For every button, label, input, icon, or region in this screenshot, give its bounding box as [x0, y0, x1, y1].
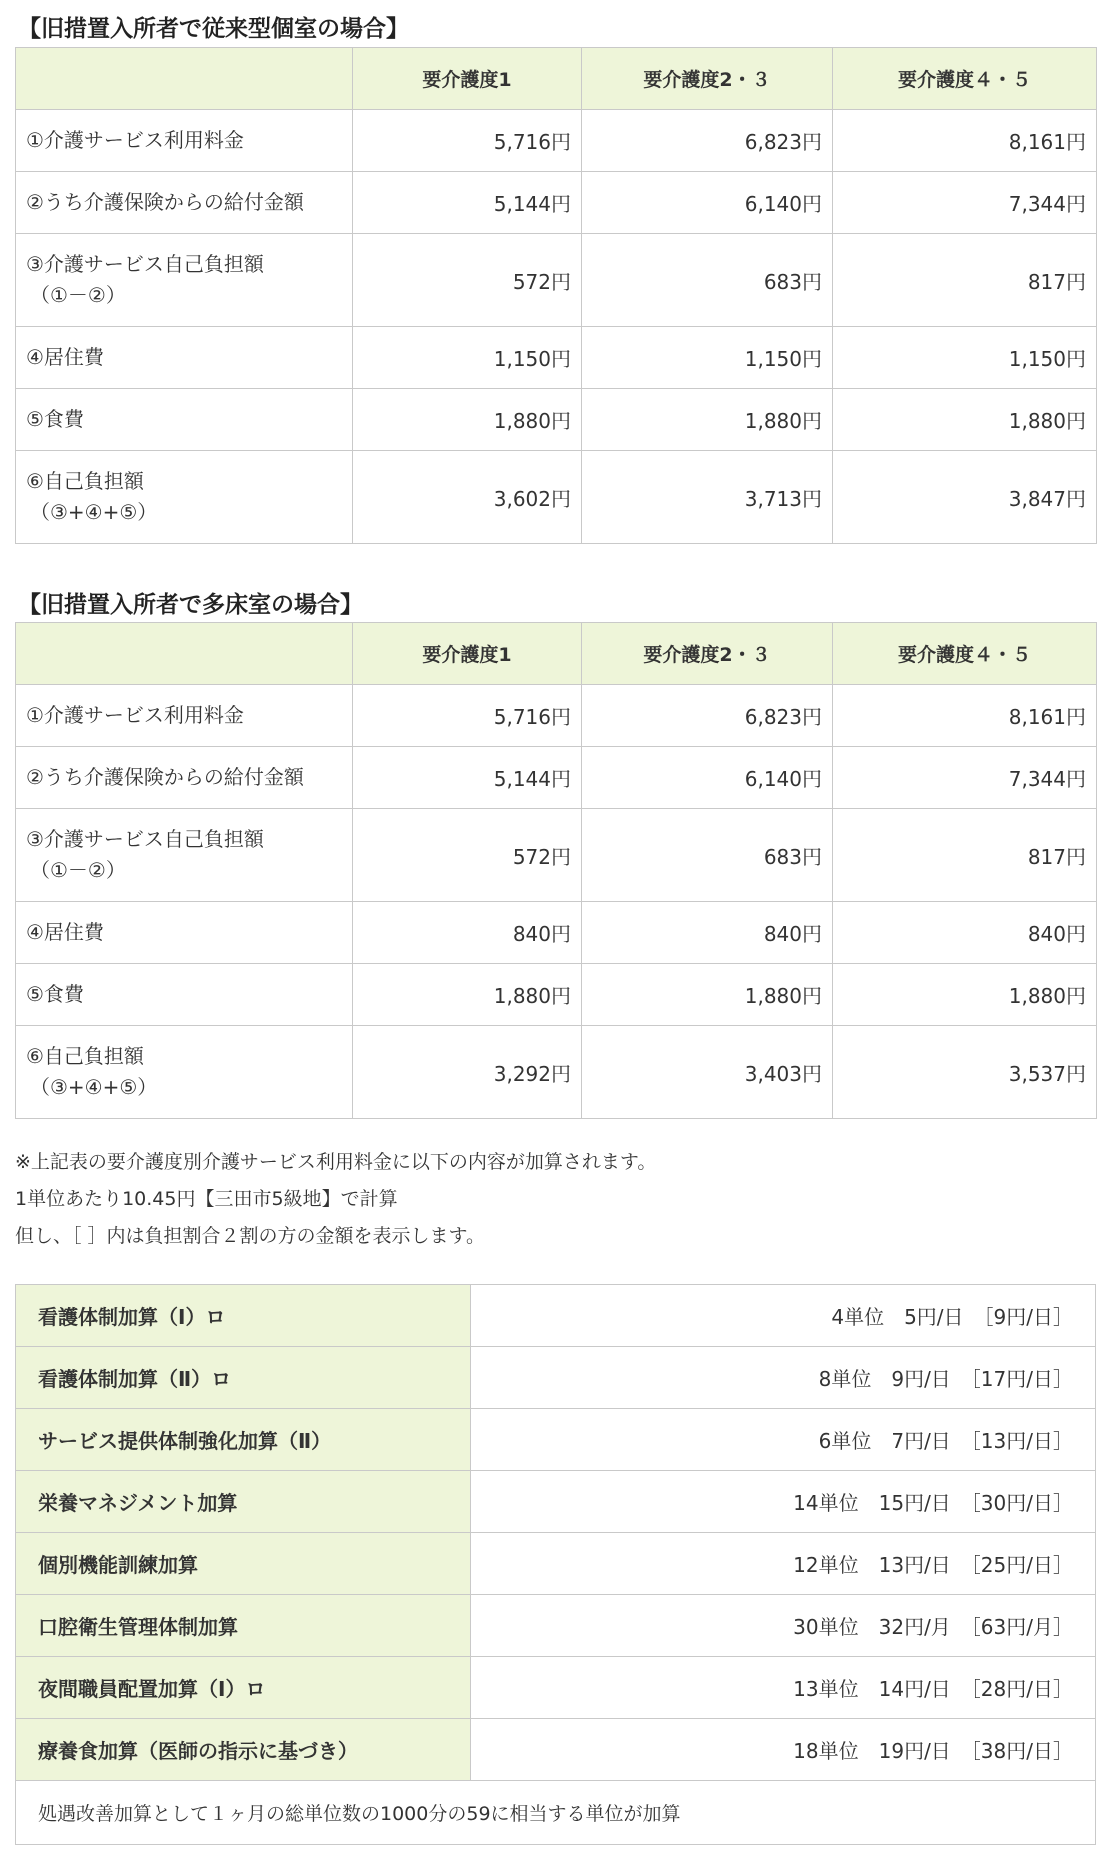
value-cell: 5,716円 — [353, 110, 582, 172]
row-label — [16, 172, 353, 234]
table-row — [16, 1595, 1096, 1657]
section-title-private-room: 【旧措置入所者で従来型個室の場合】 — [18, 16, 409, 42]
row-label-formula: （③+④+⑤） — [30, 1075, 158, 1099]
note-line: ※上記表の要介護度別介護サービス利用料金に以下の内容が加算されます。 — [15, 1151, 657, 1173]
addon-value: 12単位 13円/日 ［25円/日］ — [471, 1533, 1096, 1595]
value-cell: 3,292円 — [353, 1026, 582, 1119]
addon-name: 看護体制加算（Ⅱ）ロ — [16, 1347, 471, 1409]
section-title-shared-room: 【旧措置入所者で多床室の場合】 — [18, 592, 363, 618]
row-label — [16, 110, 353, 172]
table-row — [16, 747, 1097, 809]
addon-footer-note: 処遇改善加算として１ヶ月の総単位数の1000分の59に相当する単位が加算 — [16, 1781, 1096, 1845]
table-row — [16, 809, 1097, 902]
value-cell: 1,880円 — [353, 389, 582, 451]
header-cell: 要介護度４・５ — [833, 623, 1097, 685]
table-row — [16, 1533, 1096, 1595]
table-row — [16, 110, 1097, 172]
addon-value: 13単位 14円/日 ［28円/日］ — [471, 1657, 1096, 1719]
value-cell: 3,713円 — [582, 451, 833, 544]
addon-name: 栄養マネジメント加算 — [16, 1471, 471, 1533]
value-cell: 683円 — [582, 234, 833, 327]
value-cell: 1,880円 — [353, 964, 582, 1026]
row-label-text: ①介護サービス利用料金 — [26, 703, 244, 727]
value-cell: 1,150円 — [833, 327, 1097, 389]
table-row — [16, 1347, 1096, 1409]
header-cell — [16, 48, 353, 110]
addon-name: 口腔衛生管理体制加算 — [16, 1595, 471, 1657]
value-cell: 1,880円 — [582, 389, 833, 451]
row-label — [16, 747, 353, 809]
table-row — [16, 1719, 1096, 1781]
addon-name: 看護体制加算（Ⅰ）ロ — [16, 1285, 471, 1347]
row-label-text: ④居住費 — [26, 920, 104, 944]
header-cell — [16, 623, 353, 685]
addon-value: 14単位 15円/日 ［30円/日］ — [471, 1471, 1096, 1533]
row-label — [16, 327, 353, 389]
table-row — [16, 172, 1097, 234]
row-label-formula: （①－②） — [30, 858, 126, 882]
value-cell: 1,150円 — [582, 327, 833, 389]
row-label-text: ⑥自己負担額 — [26, 469, 144, 493]
value-cell: 8,161円 — [833, 685, 1097, 747]
row-label — [16, 902, 353, 964]
value-cell: 3,602円 — [353, 451, 582, 544]
value-cell: 817円 — [833, 809, 1097, 902]
addon-table — [15, 1284, 1096, 1845]
row-label-text: ⑤食費 — [26, 982, 84, 1006]
row-label — [16, 389, 353, 451]
value-cell: 3,847円 — [833, 451, 1097, 544]
header-row — [16, 623, 1097, 685]
table-row — [16, 451, 1097, 544]
table-row — [16, 1471, 1096, 1533]
table-row — [16, 1657, 1096, 1719]
row-label — [16, 234, 353, 327]
row-label — [16, 451, 353, 544]
addon-name: 個別機能訓練加算 — [16, 1533, 471, 1595]
row-label-formula: （③+④+⑤） — [30, 500, 158, 524]
row-label-text: ③介護サービス自己負担額 — [26, 827, 264, 851]
value-cell: 6,140円 — [582, 747, 833, 809]
value-cell: 6,140円 — [582, 172, 833, 234]
row-label — [16, 685, 353, 747]
addon-value: 6単位 7円/日 ［13円/日］ — [471, 1409, 1096, 1471]
table-row — [16, 234, 1097, 327]
table-row — [16, 964, 1097, 1026]
table-row — [16, 1285, 1096, 1347]
addon-name: 療養食加算（医師の指示に基づき） — [16, 1719, 471, 1781]
value-cell: 6,823円 — [582, 110, 833, 172]
table-row — [16, 1026, 1097, 1119]
row-label-text: ②うち介護保険からの給付金額 — [26, 765, 304, 789]
value-cell: 1,880円 — [833, 389, 1097, 451]
row-label-text: ⑤食費 — [26, 407, 84, 431]
value-cell: 3,537円 — [833, 1026, 1097, 1119]
addon-name: 夜間職員配置加算（Ⅰ）ロ — [16, 1657, 471, 1719]
row-label — [16, 809, 353, 902]
row-label-text: ④居住費 — [26, 345, 104, 369]
table-row — [16, 327, 1097, 389]
note-line: 1単位あたり10.45円【三田市5級地】で計算 — [15, 1188, 398, 1210]
value-cell: 7,344円 — [833, 747, 1097, 809]
value-cell: 840円 — [833, 902, 1097, 964]
value-cell: 3,403円 — [582, 1026, 833, 1119]
value-cell: 5,144円 — [353, 747, 582, 809]
header-row — [16, 48, 1097, 110]
table-row — [16, 389, 1097, 451]
header-cell: 要介護度2・３ — [582, 623, 833, 685]
value-cell: 8,161円 — [833, 110, 1097, 172]
fee-table-private-room — [15, 47, 1097, 544]
value-cell: 840円 — [582, 902, 833, 964]
row-label-formula: （①－②） — [30, 283, 126, 307]
header-cell: 要介護度４・５ — [833, 48, 1097, 110]
value-cell: 1,150円 — [353, 327, 582, 389]
table-row — [16, 902, 1097, 964]
table-row — [16, 1409, 1096, 1471]
addon-name: サービス提供体制強化加算（Ⅱ） — [16, 1409, 471, 1471]
value-cell: 817円 — [833, 234, 1097, 327]
addon-value: 18単位 19円/日 ［38円/日］ — [471, 1719, 1096, 1781]
header-cell: 要介護度1 — [353, 623, 582, 685]
table-row — [16, 685, 1097, 747]
value-cell: 5,716円 — [353, 685, 582, 747]
addon-value: 4単位 5円/日 ［9円/日］ — [471, 1285, 1096, 1347]
value-cell: 6,823円 — [582, 685, 833, 747]
header-cell: 要介護度2・３ — [582, 48, 833, 110]
value-cell: 683円 — [582, 809, 833, 902]
row-label-text: ②うち介護保険からの給付金額 — [26, 190, 304, 214]
table-row — [16, 1781, 1096, 1845]
value-cell: 5,144円 — [353, 172, 582, 234]
value-cell: 840円 — [353, 902, 582, 964]
note-line: 但し、［ ］内は負担割合２割の方の金額を表示します。 — [15, 1225, 486, 1247]
row-label-text: ⑥自己負担額 — [26, 1044, 144, 1068]
addon-value: 30単位 32円/月 ［63円/月］ — [471, 1595, 1096, 1657]
header-cell: 要介護度1 — [353, 48, 582, 110]
row-label — [16, 1026, 353, 1119]
row-label-text: ③介護サービス自己負担額 — [26, 252, 264, 276]
value-cell: 572円 — [353, 809, 582, 902]
value-cell: 1,880円 — [582, 964, 833, 1026]
addon-value: 8単位 9円/日 ［17円/日］ — [471, 1347, 1096, 1409]
row-label — [16, 964, 353, 1026]
row-label-text: ①介護サービス利用料金 — [26, 128, 244, 152]
value-cell: 572円 — [353, 234, 582, 327]
value-cell: 7,344円 — [833, 172, 1097, 234]
fee-table-shared-room — [15, 622, 1097, 1119]
value-cell: 1,880円 — [833, 964, 1097, 1026]
